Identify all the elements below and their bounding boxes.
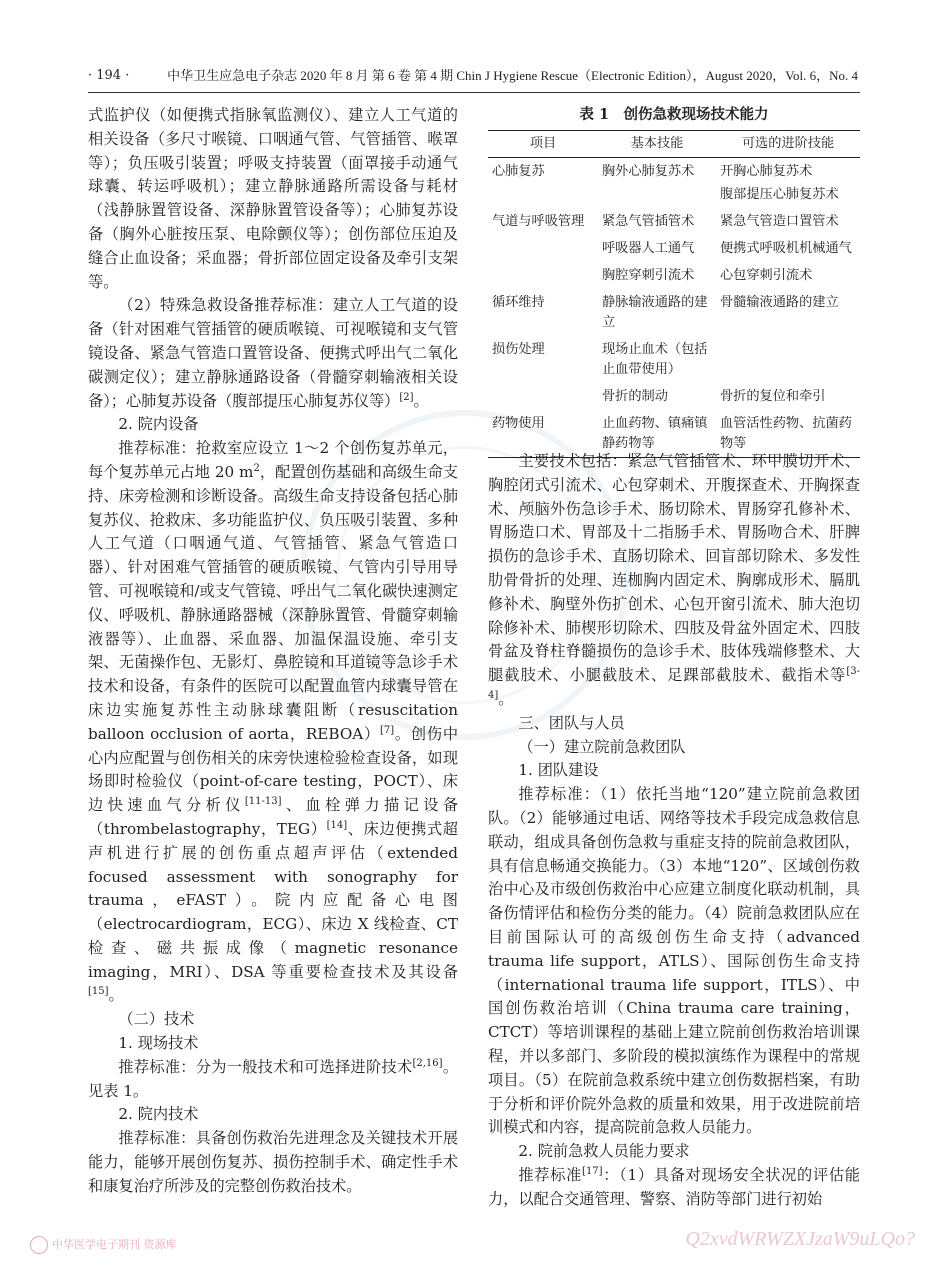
paragraph: 式监护仪（如便携式指脉氧监测仪）、建立人工气道的相关设备（多尺寸喉镜、口咽通气管、气管插管、喉罩等）；负压吸引装置；呼吸支持装置（面罩接手动通气球囊、转运呼吸机）；建立静脉通路所需设备与耗材（浅静脉置管设备、深静脉置管设备等）；心肺复苏设备（胸外心脏按压泵、电除颤仪等）；创伤部位压迫及缝合止血设备；采血器；骨折部位固定设备及牵引支架等。 [88,106,458,291]
table-cell: 紧急气管造口置管术 [720,214,839,229]
table-cell: 开胸心肺复苏术 [720,164,813,179]
paragraph: 推荐标准：（1）依托当地“120”建立院前急救团队。（2）能够通过电话、网络等技术手段完成急救信息联动，组成具备创伤急救与重症支持的院前急救团队，具有信息畅通交换能力。（3）本地“120”、区域创伤救治中心及市级创伤救治中心应建立制度化联动机制，具备伤情评估和检伤分类的能力。（4）院前急救团队应在目前国际认可的高级创伤生命支持（advanced trauma life support，ATLS）、国际创伤生命支持（international trauma life support，ITLS）、中国创伤救治培训（China trauma care training，CTCT）等培训课程的基础上建立院前创伤救治培训课程，并以多部门、多阶段的模拟演练作为课程中的常规项目。（5）在院前急救系统中建立创伤数据档案，有助于分析和评价院外急救的质量和效果，用于改进院前培训模式和内容，提高院前急救人员能力。 [488,785,860,1137]
table-cell [716,336,860,383]
reference[interactable]: [17] [582,1165,603,1177]
section-heading: 1. 现场技术 [118,1034,199,1053]
table-title: 表 1 创伤急救现场技术能力 [579,106,769,123]
table-header-row [488,131,860,158]
section-heading: 2. 院内设备 [118,415,199,434]
table-cell: 胸腔穿刺引流术 [602,268,695,283]
section-heading: 2. 院前急救人员能力要求 [518,1142,690,1161]
reference[interactable]: [3-4] [488,666,860,701]
reference[interactable]: [2,16] [412,1057,443,1069]
reference[interactable]: [15] [88,986,109,998]
table-row [488,208,860,235]
table-cell: 骨折的复位和牵引 [720,389,826,404]
table-cell: 气道与呼吸管理 [492,214,585,229]
table-cell: 损伤处理 [492,342,545,357]
publisher-logo: 中华医学电子期刊 资源库 [30,1236,177,1258]
table-row [488,383,860,410]
paragraph: 推荐标准：分为一般技术和可选择进阶技术[2,16]。见表 1。 [88,1057,459,1100]
table-cell: 心肺复苏 [492,164,545,179]
paragraph: 推荐标准：抢救室应设立 1～2 个创伤复苏单元，每个复苏单元占地 20 $m^2$，配置创伤基础和高级生命支持、床旁检测和诊断设备。高级生命支持设备包括心肺复苏仪、抢救床、多功能监护仪、负压吸引装置、多种人工气道（口咽通气道、气管插管、紧急气管造口器）、针对困难气管插管的硬质喉镜、气管内引导用导管、可视喉镜和/或支气管镜、呼出气二氧化碳快速测定仪、呼吸机、静脉通路器械（深静脉置管、骨髓穿刺输液器等）、止血器、采血器、加温保温设施、牵引支架、无菌操作包、无影灯、鼻腔镜和耳道镜等急诊手术技术和设备，有条件的医院可以配置血管内球囊导管在床边实施复苏性主动脉球囊阻断（resuscitation balloon occlusion of aorta，REBOA）[7]。创伤中心内应配置与创伤相关的床旁快速检验检查设备，如现场即时检验仪（point-of-care testing，POCT）、床边快速血气分析仪[11-13]、血栓弹力描记设备（thrombelastography，TEG）[14]、床边便携式超声机进行扩展的创伤重点超声评估（extended focused assessment with sonography for trauma，eFAST）。院内应配备心电图（electrocardiogram，ECG）、床边 X 线检查、CT 检查、磁共振成像（magnetic resonance imaging，MRI）、DSA 等重要检查技术及其设备[15]。 [88,439,459,1005]
table-row [488,289,860,336]
reference[interactable]: [2] [399,391,414,403]
header-rule [88,92,860,93]
table-cell: 血管活性药物、抗菌药物等 [716,410,860,458]
table-cell: 骨髓输液通路的建立 [720,295,839,310]
table-cell: 现场止血术（包括止血带使用） [602,342,708,377]
reference[interactable]: [11-13] [244,796,282,808]
reference[interactable]: [14] [326,819,348,831]
paragraph: 推荐标准[17]：（1）具备对现场安全状况的评估能力，以配合交通管理、警察、消防等部门进行初始 [488,1165,860,1208]
table-cell [598,185,716,208]
table-row [488,158,860,186]
table-cell: 药物使用 [488,410,598,458]
page-header [88,64,858,88]
table-header-cell: 基本技能 [598,131,716,158]
table-cell [488,185,598,208]
section-heading: 三、团队与人员 [518,713,625,732]
paragraph: 主要技术包括：紧急气管插管术、环甲膜切开术、胸腔闭式引流术、心包穿刺术、开腹探查术、开胸探查术、颅脑外伤急诊手术、肠切除术、胃肠穿孔修补术、胃肠造口术、胃部及十二指肠手术、胃肠吻合术、肝脾损伤的急诊手术、直肠切除术、回盲部切除术、多发性肋骨骨折的处理、连枷胸内固定术、胸廓成形术、膈肌修补术、胸壁外伤扩创术、心包开窗引流术、肺大泡切除修补术、肺楔形切除术、四肢及骨盆外固定术、四肢骨盆及脊柱脊髓损伤的急诊手术、肢体残端修整术、大腿截肢术、小腿截肢术、足踝部截肢术、截指术等[3-4]。 [488,452,860,708]
table-header-cell: 可选的进阶技能 [716,131,860,158]
left-column [88,104,458,1199]
right-column [488,450,860,1212]
table-cell: 呼吸器人工通气 [602,241,695,256]
section-heading: 2. 院内技术 [118,1105,199,1124]
section-heading: 1. 团队建设 [518,761,599,780]
table-row [488,185,860,208]
table-cell [488,383,598,410]
seal-icon [30,1236,48,1254]
paragraph: （2）特殊急救设备推荐标准：建立人工气道的设备（针对困难气管插管的硬质喉镜、可视喉镜和支气管镜设备、紧急气管造口置管设备、便携式呼出气二氧化碳测定仪）；建立静脉通路设备（骨髓穿刺输液相关设备）；心肺复苏设备（腹部提压心肺复苏仪等）[2]。 [88,296,458,410]
table-cell: 腹部提压心肺复苏术 [720,187,839,202]
table-row [488,262,860,289]
table-cell: 心包穿刺引流术 [720,268,813,283]
table-cell: 止血药物、镇痛镇静药物等 [598,410,716,458]
page-number: · 194 · [88,68,130,83]
section-heading: （一）建立院前急救团队 [518,737,686,756]
table-cell [488,235,598,262]
table-cell: 胸外心肺复苏术 [602,164,695,179]
table-header-cell: 项目 [488,131,598,158]
section-heading: （二）技术 [118,1010,195,1029]
paragraph: 推荐标准：具备创伤救治先进理念及关键技术开展能力，能够开展创伤复苏、损伤控制手术、确定性手术和康复治疗所涉及的完整创伤救治技术。 [88,1129,458,1195]
table-cell: 静脉输液通路的建立 [602,295,708,330]
table-cell [488,262,598,289]
footer-watermark-code: Q2xvdWRWZXJzaW9uLQo? [685,1228,915,1250]
table-cell: 循环维持 [492,295,545,310]
table-row [488,235,860,262]
table-1 [488,130,860,458]
reference[interactable]: [7] [379,724,395,736]
table-cell: 紧急气管插管术 [602,214,695,229]
table-row [488,336,860,383]
journal-citation: 中华卫生应急电子杂志 2020 年 8 月 第 6 卷 第 4 期 Chin J Hygiene Rescue（Electronic Edition），August 2020，Vol. 6，No. 4 [167,68,858,83]
table-cell: 便携式呼吸机机械通气 [720,241,852,256]
table-cell: 骨折的制动 [602,389,668,404]
